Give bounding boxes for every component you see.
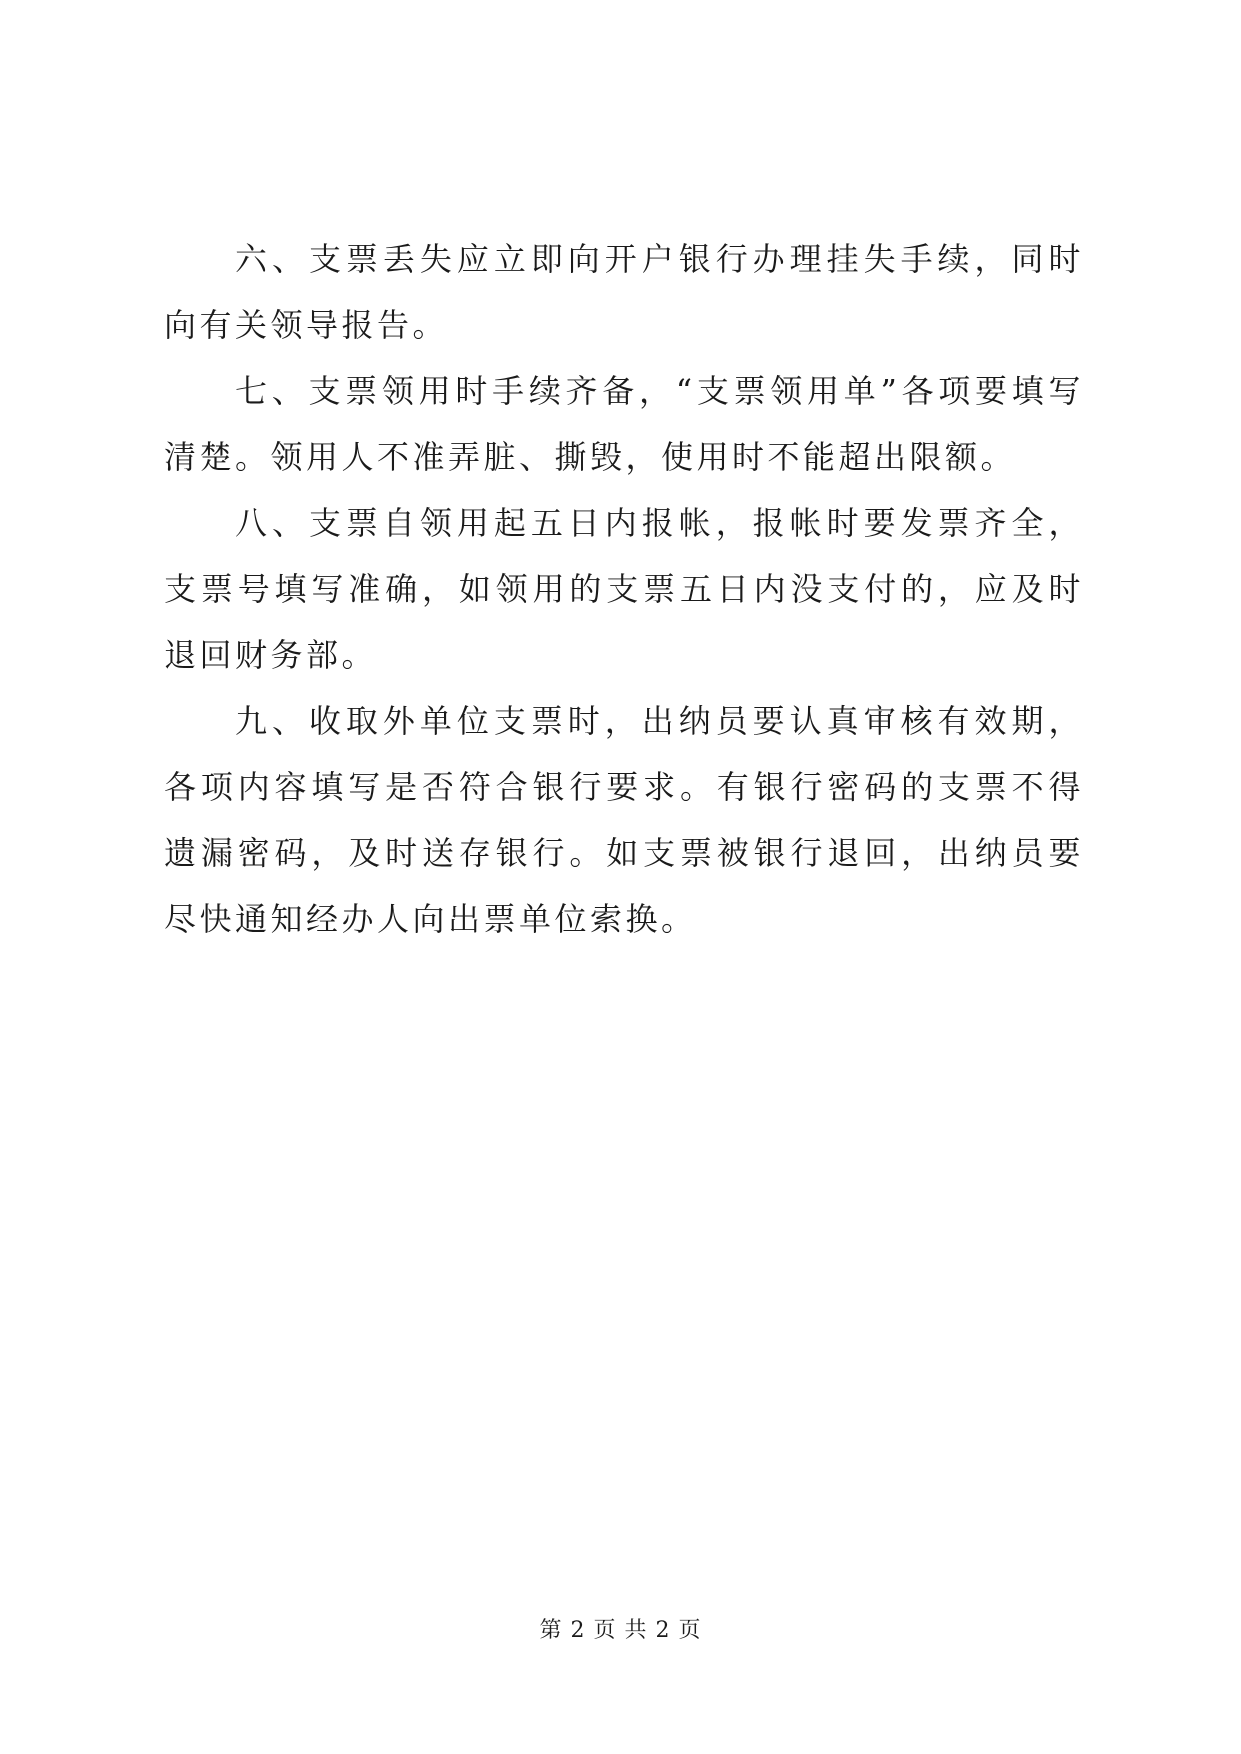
paragraph-7: 七、支票领用时手续齐备，“支票领用单”各项要填写清楚。领用人不准弄脏、撕毁，使用时不能超出限额。: [164, 372, 1084, 476]
paragraph-8: 八、支票自领用起五日内报帐，报帐时要发票齐全，支票号填写准确，如领用的支票五日内没支付的，应及时退回财务部。: [164, 504, 1084, 674]
page-footer: [0, 1613, 1241, 1644]
paragraph-9: 九、收取外单位支票时，出纳员要认真审核有效期，各项内容填写是否符合银行要求。有银行密码的支票不得遗漏密码，及时送存银行。如支票被银行退回，出纳员要尽快通知经办人向出票单位索换。: [164, 702, 1084, 938]
document-body: [164, 226, 1084, 952]
paragraph-6: 六、支票丢失应立即向开户银行办理挂失手续，同时向有关领导报告。: [164, 240, 1084, 344]
page-number: 第 2 页 共 2 页: [539, 1618, 702, 1643]
